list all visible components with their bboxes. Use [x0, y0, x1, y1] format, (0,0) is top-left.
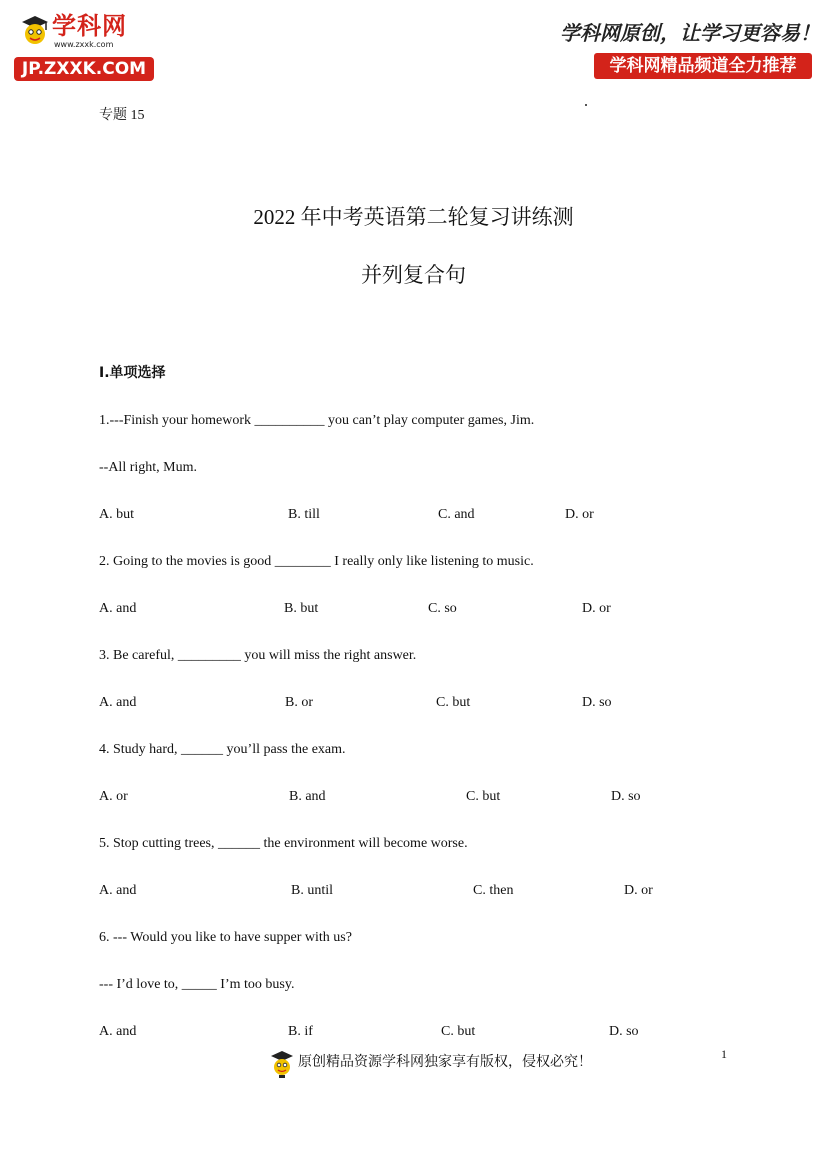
- question-6-option-b: B. if: [288, 1024, 313, 1039]
- slogan: 学科网原创，让学习更容易！: [560, 21, 820, 45]
- question-1-option-b: B. till: [288, 507, 320, 522]
- question-1-option-d: D. or: [565, 507, 594, 522]
- question-1-option-c: C. and: [438, 507, 475, 522]
- question-6-option-c: C. but: [441, 1024, 476, 1039]
- page-number: 1: [721, 1047, 727, 1061]
- question-5-option-a: A. and: [99, 883, 137, 898]
- question-5-option-d: D. or: [624, 883, 653, 898]
- question-2-option-d: D. or: [582, 601, 611, 616]
- section-heading: I.单项选择: [99, 365, 166, 381]
- question-1-reply: --All right, Mum.: [99, 460, 197, 475]
- question-2-option-a: A. and: [99, 601, 137, 616]
- question-6-reply: --- I’d love to, _____ I’m too busy.: [99, 977, 295, 992]
- question-4-option-a: A. or: [99, 789, 128, 804]
- channel-banner: 学科网精品频道全力推荐: [594, 53, 812, 79]
- question-3-option-a: A. and: [99, 695, 137, 710]
- topic-label: 专题 15: [99, 108, 145, 123]
- logo-title: 学科网: [52, 12, 127, 40]
- logo-url: www.zxxk.com: [54, 40, 114, 49]
- question-3-option-b: B. or: [285, 695, 313, 710]
- mascot-icon: [20, 14, 50, 48]
- question-3-stem: 3. Be careful, _________ you will miss the right answer.: [99, 648, 417, 663]
- question-4-stem: 4. Study hard, ______ you’ll pass the exam.: [99, 742, 346, 757]
- speck: [585, 104, 587, 106]
- question-2-option-b: B. but: [284, 601, 319, 616]
- question-5-option-b: B. until: [291, 883, 334, 898]
- question-6-stem: 6. --- Would you like to have supper with us?: [99, 930, 352, 945]
- question-5-option-c: C. then: [473, 883, 514, 898]
- page-subtitle: 并列复合句: [361, 263, 466, 287]
- question-2-option-c: C. so: [428, 601, 457, 616]
- question-4-option-d: D. so: [611, 789, 641, 804]
- page-title: 2022 年中考英语第二轮复习讲练测: [253, 205, 574, 229]
- logo-badge: JP.ZXXK.COM: [14, 57, 154, 81]
- question-3-option-d: D. so: [582, 695, 612, 710]
- question-1-option-a: A. but: [99, 507, 134, 522]
- question-6-option-a: A. and: [99, 1024, 137, 1039]
- question-4-option-b: B. and: [289, 789, 326, 804]
- question-5-stem: 5. Stop cutting trees, ______ the environment will become worse.: [99, 836, 468, 851]
- question-3-option-c: C. but: [436, 695, 471, 710]
- question-6-option-d: D. so: [609, 1024, 639, 1039]
- question-1-stem: 1.---Finish your homework __________ you can’t play computer games, Jim.: [99, 413, 535, 428]
- copyright-notice: 原创精品资源学科网独家享有版权，侵权必究！: [298, 1055, 592, 1070]
- question-2-stem: 2. Going to the movies is good ________ I really only like listening to music.: [99, 554, 534, 569]
- question-4-option-c: C. but: [466, 789, 501, 804]
- mascot-icon: [270, 1049, 294, 1079]
